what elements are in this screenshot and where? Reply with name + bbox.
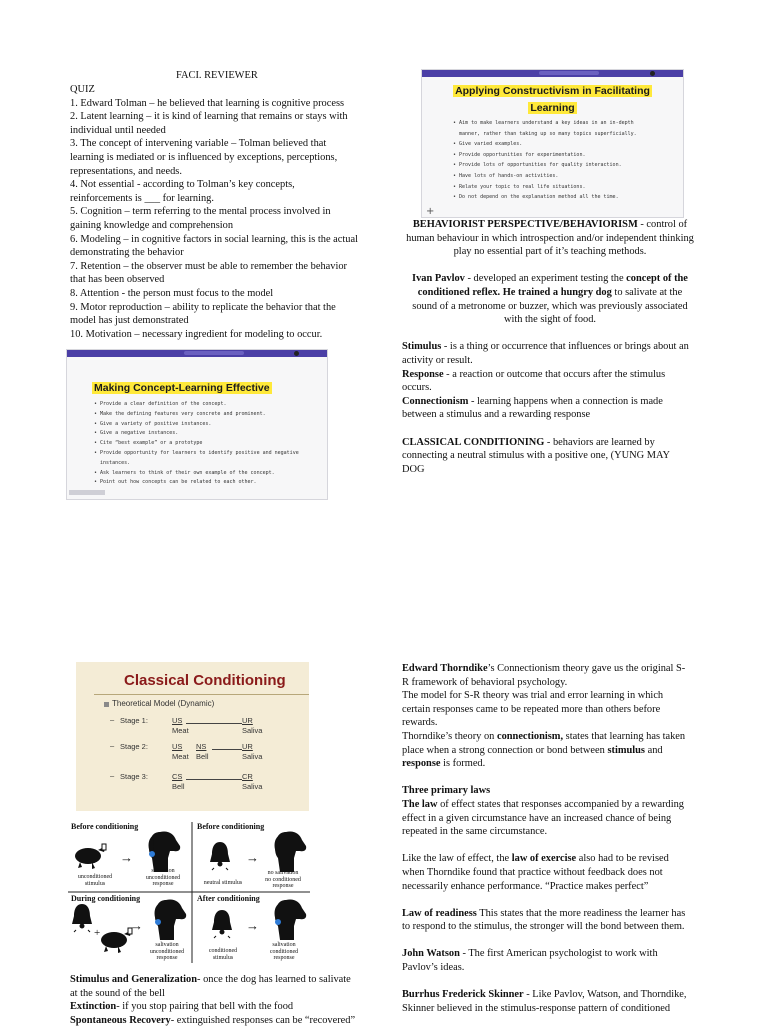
quiz-line: 6. Modeling – in cognitive factors in social learning, this is the actual <box>70 233 358 245</box>
constructivism-bullet: • Do not depend on the explanation method all the time. <box>453 192 678 203</box>
three-laws-heading: Three primary laws <box>402 785 491 797</box>
constructivism-bullet: manner, rather than taking up so many topics superficially. <box>459 130 637 137</box>
svg-text:→: → <box>130 918 143 933</box>
extinction-term: Extinction <box>70 1001 117 1013</box>
conditioning-diagram <box>68 820 310 965</box>
concept-bullet: • Provide a clear definition of the concept. <box>94 400 319 410</box>
quiz-line: 4. Not essential - according to Tolman’s key concepts, <box>70 179 295 191</box>
quiz-list <box>70 83 370 341</box>
bell-icon <box>210 842 230 870</box>
during-conditioning-label: During conditioning <box>71 894 141 903</box>
quiz-line: that has been observed <box>70 274 165 286</box>
concept-bullet-list <box>94 400 319 488</box>
concept-bullet: • Provide opportunity for learners to identify positive and negative <box>94 449 319 459</box>
pavlov-name: Ivan Pavlov <box>412 273 465 285</box>
dog-icon <box>275 831 307 872</box>
law-of-readiness-term: Law of readiness <box>402 907 477 919</box>
behaviorism-section: BEHAVIORIST PERSPECTIVE/BEHAVIORISM - control of human behaviour in which introspection and/or independent thinking play no essential part of it’s teaching methods. Ivan Pavlov - developed an experiment testing the concept of the conditioned reflex. He trained a hungry dog to salivate at the sound of a metronome or buzzer, which was previously associated with the sight of food. Stimulus - is a thing or occurrence that influences or brings about an activity or result. Response - a reaction or outcome that occurs after the stimulus occurs. Connectionism - learning happens when a connection is made between a stimulus and a rewarding response CLASSICAL CONDITIONING - behaviors are learned by connecting a neutral stimulus with a positive one, (YUNG MAY DOG <box>402 219 694 475</box>
salivation-ur-caption: salivation unconditioned response <box>145 868 181 887</box>
concept-bullet: • Ask learners to think of their own example of the concept. <box>94 469 319 479</box>
plus-icon: + <box>426 206 435 217</box>
quiz-line: model has just demonstrated <box>70 315 189 327</box>
reviewer-title: FACI. REVIEWER <box>176 70 258 81</box>
concept-bullet: instances. <box>100 459 131 466</box>
constructivism-bullet: • Relate your topic to real life situations. <box>453 182 678 193</box>
generalization-term: Stimulus and Generalization <box>70 974 198 985</box>
quiz-line: learning is mediated or is influenced by exceptions, perceptions, <box>70 151 338 163</box>
quiz-line: demonstrating the behavior <box>70 247 184 259</box>
quiz-line: 2. Latent learning – it is kind of learning that remains or stays with <box>70 111 348 123</box>
concept-bullet: • Cite “best example” or a prototype <box>94 439 319 449</box>
after-conditioning-label: After conditioning <box>197 894 260 903</box>
constructivism-title-1: Applying Constructivism in Facilitating <box>455 85 650 97</box>
stage1-label: Stage 1: <box>120 716 148 725</box>
cc-title: Classical Conditioning <box>124 672 286 689</box>
concept-slide-title: Making Concept-Learning Effective <box>94 382 270 394</box>
quiz-line: 10. Motivation – necessary ingredient for modeling to occur. <box>70 328 323 340</box>
concept-bullet: • Make the defining features very concrete and prominent. <box>94 410 319 420</box>
classical-conditioning-term: CLASSICAL CONDITIONING <box>402 436 545 448</box>
quiz-line: gaining knowledge and comprehension <box>70 219 234 231</box>
before-conditioning-label-1: Before conditioning <box>71 822 139 831</box>
stimulus-term: Stimulus <box>402 341 442 353</box>
thorndike-section: Edward Thorndike’s Connectionism theory gave us the original S- R framework of behavioral psychology. The model for S-R theory was trial and error learning in which certain responses came to be repeated more than others before rewards. Thorndike’s theory on connectionism, states that learning has taken place when a strong connection or bond between stimulus and response is formed. Three primary laws The law of effect states that responses accompanied by a rewarding effect in a given circumstance have an increased chance of being repeated in the same circumstance. Like the law of effect, the law of exercise also had to be revised when Thorndike found that practice without feedback does not necessarily enhance performance. “Practice makes perfect” Law of readiness This states that the more readiness the learner has to respond to the stimulus, the stronger will the bond between them. John Watson - The first American psychologist to work with Pavlov’s ideas. Burrhus Frederick Skinner - Like Pavlov, Watson, and Thorndike, Skinner believed in the stimulus-response pattern of conditioned <box>402 663 687 1014</box>
stage2-label: Stage 2: <box>120 742 148 751</box>
law-of-exercise-term: law of exercise <box>511 853 577 865</box>
constructivism-bullet-list <box>453 118 678 203</box>
generalization-section: Stimulus and Generalization- once the dog has learned to salivate at the sound of the bell Extinction- if you stop pairing that bell with the food Spontaneous Recovery- extinguished responses can be “recovered” <box>70 974 356 1026</box>
skinner-name: Burrhus Frederick Skinner <box>402 989 524 1001</box>
behaviorist-heading: BEHAVIORIST PERSPECTIVE/BEHAVIORISM <box>412 219 638 230</box>
cc-model: Theoretical Model (Dynamic) <box>112 699 215 708</box>
salivation-cr-caption: salivation conditioned response <box>269 942 299 961</box>
watson-name: John Watson <box>402 948 460 960</box>
quiz-line: 9. Motor reproduction – ability to replicate the behavior that the <box>70 301 336 313</box>
constructivism-bullet: • Aim to make learners understand a key ideas in an in-depth <box>453 118 678 129</box>
law-of-effect-term: The law <box>402 798 438 810</box>
bell-icon <box>72 904 92 932</box>
neutral-stimulus-caption: neutral stimulus <box>203 880 243 886</box>
svg-text:+: + <box>94 927 101 939</box>
unconditioned-stimulus-caption: unconditioned stimulus <box>77 874 113 887</box>
connectionism-term: Connectionism <box>402 395 469 407</box>
spontaneous-recovery-term: Spontaneous Recovery <box>70 1014 171 1026</box>
concept-bullet: • Point out how concepts can be related to each other. <box>94 478 319 488</box>
constructivism-bullet: • Have lots of hands-on activities. <box>453 171 678 182</box>
meat-icon <box>75 844 106 869</box>
constructivism-bullet: • Provide opportunities for experimentation. <box>453 150 678 161</box>
quiz-line: representations, and needs. <box>70 165 182 177</box>
quiz-line: 5. Cognition – term referring to the mental process involved in <box>70 206 331 218</box>
thorndike-name: Edward Thorndike <box>402 663 488 674</box>
constructivism-bullet: • Provide lots of opportunities for quality interaction. <box>453 160 678 171</box>
bell-icon <box>212 910 232 938</box>
classical-conditioning-slide: Classical Conditioning Theoretical Model (Dynamic) – Stage 1: US Meat UR Saliva – Stage 2: US NS Meat Bell UR Saliva – Stage 3: CS Bell CR Saliva <box>76 662 309 811</box>
concept-bullet: • Give a negative instances. <box>94 429 319 439</box>
salivation-ur-caption-2: salivation unconditioned response <box>149 942 185 961</box>
quiz-line: individual until needed <box>70 124 166 136</box>
quiz-line: 7. Retention – the observer must be able to remember the behavior <box>70 260 347 272</box>
before-conditioning-label-2: Before conditioning <box>197 822 265 831</box>
constructivism-bullet: • Give varied examples. <box>453 139 678 150</box>
quiz-label: QUIZ <box>70 84 95 95</box>
concept-learning-slide <box>66 349 328 500</box>
svg-text:→: → <box>120 850 133 865</box>
quiz-line: 8. Attention - the person must focus to the model <box>70 287 274 299</box>
meat-icon <box>101 928 132 953</box>
concept-bullet: • Give a variety of positive instances. <box>94 420 319 430</box>
quiz-line: 1. Edward Tolman – he believed that learning is cognitive process <box>70 97 345 109</box>
constructivism-slide <box>421 69 684 218</box>
stage3-label: Stage 3: <box>120 772 148 781</box>
no-salivation-caption: no salivation no conditioned response <box>265 870 301 889</box>
svg-text:→: → <box>246 850 259 865</box>
svg-text:→: → <box>246 918 259 933</box>
constructivism-title-2: Learning <box>530 102 575 114</box>
quiz-line: 3. The concept of intervening variable – Tolman believed that <box>70 138 327 150</box>
conditioned-stimulus-caption: conditioned stimulus <box>208 948 238 961</box>
quiz-line: reinforcements is ___ for learning. <box>70 192 214 204</box>
response-term: Response <box>402 368 444 380</box>
